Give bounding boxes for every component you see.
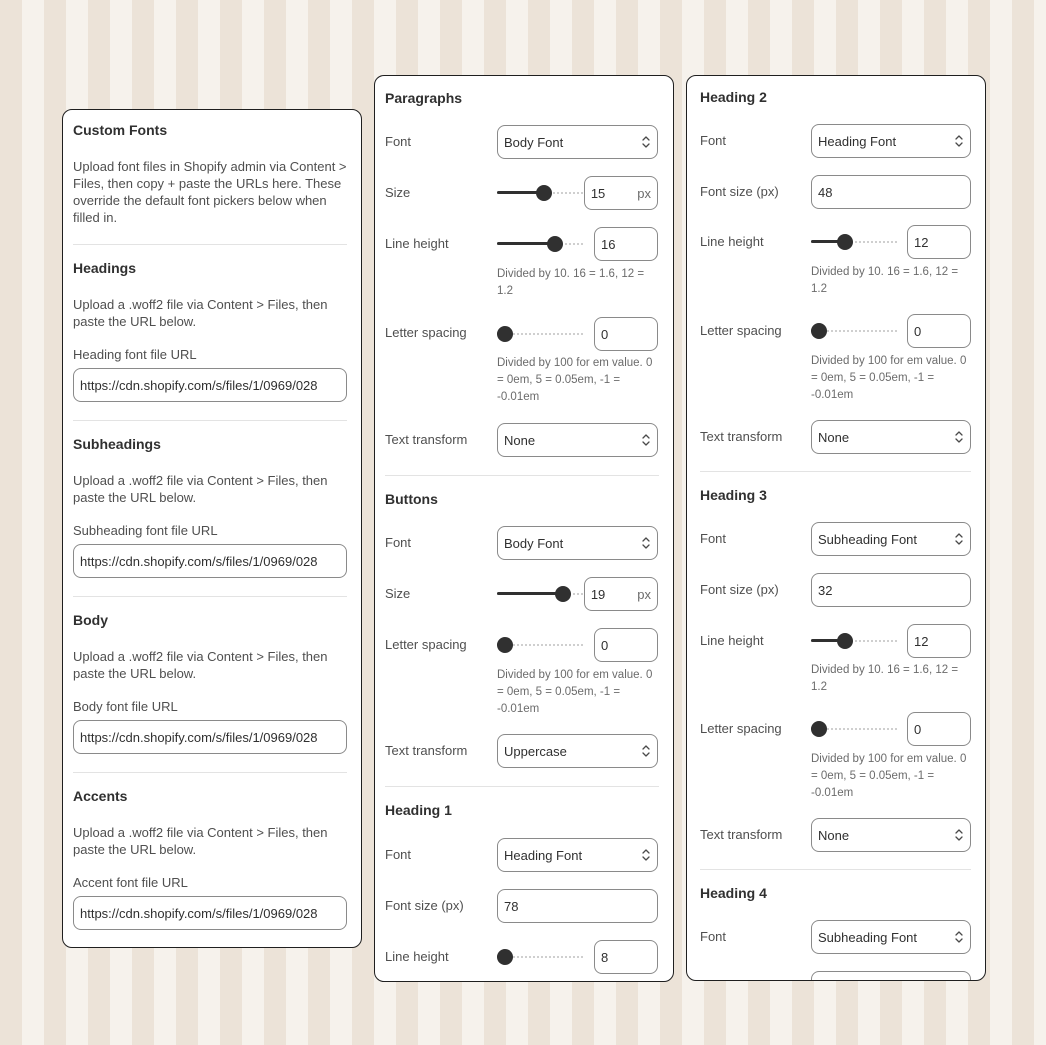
heading3-line-height-value: 12 — [914, 633, 929, 649]
heading3-letter-spacing-hint: Divided by 100 for em value. 0 = 0em, 5 = 0.05em, -1 = -0.01em — [811, 753, 967, 799]
heading3-line-height-slider[interactable] — [811, 633, 899, 649]
subheadings-title: Subheadings — [73, 436, 161, 452]
unit-label: px — [637, 185, 651, 201]
heading2-text-transform-select[interactable] — [811, 420, 971, 454]
heading3-font-label: Font — [700, 531, 727, 546]
buttons-title: Buttons — [385, 491, 438, 507]
heading2-text-transform-value: None — [818, 429, 850, 445]
buttons-font-label: Font — [385, 535, 412, 550]
headings-description: Upload a .woff2 file via Content > Files, then paste the URL below. — [73, 297, 328, 329]
buttons-size-input[interactable] — [584, 577, 658, 611]
paragraphs-line-height-control — [497, 227, 658, 261]
custom-fonts-panel — [62, 109, 362, 948]
accents-description: Upload a .woff2 file via Content > Files, then paste the URL below. — [73, 825, 328, 857]
paragraphs-line-height-hint: Divided by 10. 16 = 1.6, 12 = 1.2 — [497, 268, 645, 297]
heading2-letter-spacing-input[interactable] — [907, 314, 971, 348]
heading2-line-height-input[interactable] — [907, 225, 971, 259]
heading3-font-select[interactable] — [811, 522, 971, 556]
select-chevron-icon — [954, 133, 964, 149]
heading1-title: Heading 1 — [385, 802, 452, 818]
select-chevron-icon — [641, 535, 651, 551]
paragraphs-buttons-panel — [374, 75, 674, 982]
heading3-text-transform-label: Text transform — [700, 827, 783, 842]
heading3-letter-spacing-control — [811, 712, 971, 746]
divider — [700, 869, 971, 870]
heading2-line-height-label: Line height — [700, 234, 764, 249]
heading3-line-height-hint: Divided by 10. 16 = 1.6, 12 = 1.2 — [811, 664, 959, 693]
accent-font-url-label: Accent font file URL — [73, 875, 188, 890]
slider-handle[interactable] — [811, 721, 827, 737]
heading3-text-transform-value: None — [818, 827, 850, 843]
paragraphs-size-slider[interactable] — [497, 185, 584, 201]
heading2-font-size-input[interactable]: 48 — [811, 175, 971, 209]
buttons-text-transform-label: Text transform — [385, 743, 468, 758]
divider — [73, 596, 347, 597]
heading3-font-value: Subheading Font — [818, 531, 918, 547]
divider — [700, 471, 971, 472]
subheading-font-url-input[interactable]: https://cdn.shopify.com/s/files/1/0969/028 — [73, 544, 347, 578]
buttons-letter-spacing-hint: Divided by 100 for em value. 0 = 0em, 5 = 0.05em, -1 = -0.01em — [497, 669, 653, 715]
heading2-letter-spacing-label: Letter spacing — [700, 323, 782, 338]
buttons-size-value: 19 — [590, 586, 606, 602]
slider-handle[interactable] — [837, 633, 853, 649]
select-chevron-icon — [641, 432, 651, 448]
buttons-size-label: Size — [385, 586, 411, 601]
paragraphs-size-value: 15 — [590, 185, 606, 201]
buttons-letter-spacing-control — [497, 628, 658, 662]
heading1-line-height-input[interactable] — [594, 940, 658, 974]
divider — [385, 475, 659, 476]
buttons-font-select[interactable] — [497, 526, 658, 560]
heading2-line-height-hint: Divided by 10. 16 = 1.6, 12 = 1.2 — [811, 266, 959, 295]
paragraphs-letter-spacing-slider[interactable] — [497, 326, 585, 342]
heading2-line-height-value: 12 — [914, 234, 929, 250]
unit-label: px — [637, 586, 651, 602]
paragraphs-size-label: Size — [385, 185, 411, 200]
buttons-text-transform-value: Uppercase — [504, 743, 567, 759]
headings-panel — [686, 75, 986, 981]
heading4-font-label: Font — [700, 929, 727, 944]
heading2-font-select[interactable] — [811, 124, 971, 158]
paragraphs-font-label: Font — [385, 134, 412, 149]
body-description: Upload a .woff2 file via Content > Files, then paste the URL below. — [73, 649, 328, 681]
heading2-line-height-control — [811, 225, 971, 259]
accents-title: Accents — [73, 788, 128, 804]
paragraphs-line-height-value: 16 — [601, 236, 616, 252]
buttons-font-value: Body Font — [504, 535, 564, 551]
heading3-line-height-label: Line height — [700, 633, 764, 648]
heading-font-url-input[interactable]: https://cdn.shopify.com/s/files/1/0969/028 — [73, 368, 347, 402]
heading2-letter-spacing-control — [811, 314, 971, 348]
heading1-font-value: Heading Font — [504, 847, 583, 863]
paragraphs-text-transform-value: None — [504, 432, 536, 448]
heading1-line-height-value: 8 — [601, 949, 609, 965]
paragraphs-line-height-input[interactable] — [594, 227, 658, 261]
divider — [73, 244, 347, 245]
heading1-font-label: Font — [385, 847, 412, 862]
paragraphs-text-transform-select[interactable] — [497, 423, 658, 457]
heading3-title: Heading 3 — [700, 487, 767, 503]
headings-title: Headings — [73, 260, 137, 276]
heading3-letter-spacing-slider[interactable] — [811, 721, 899, 737]
heading2-title: Heading 2 — [700, 89, 767, 105]
subheadings-description: Upload a .woff2 file via Content > Files, then paste the URL below. — [73, 473, 328, 505]
heading3-letter-spacing-value: 0 — [914, 721, 922, 737]
paragraphs-size-input[interactable] — [584, 176, 658, 210]
heading1-font-size-label: Font size (px) — [385, 898, 464, 913]
paragraphs-text-transform-label: Text transform — [385, 432, 468, 447]
slider-handle[interactable] — [837, 234, 853, 250]
body-title: Body — [73, 612, 108, 628]
buttons-size-slider[interactable] — [497, 586, 584, 602]
divider — [73, 420, 347, 421]
buttons-letter-spacing-slider[interactable] — [497, 637, 585, 653]
paragraphs-letter-spacing-input[interactable] — [594, 317, 658, 351]
buttons-letter-spacing-label: Letter spacing — [385, 637, 467, 652]
heading3-line-height-input[interactable] — [907, 624, 971, 658]
heading1-line-height-label: Line height — [385, 949, 449, 964]
heading2-line-height-slider[interactable] — [811, 234, 899, 250]
heading3-font-size-label: Font size (px) — [700, 582, 779, 597]
custom-fonts-description: Upload font files in Shopify admin via Content > Files, then copy + paste the URLs here. These override the default font pickers below when filled in. — [73, 159, 347, 225]
heading3-line-height-control — [811, 624, 971, 658]
paragraphs-letter-spacing-control — [497, 317, 658, 351]
paragraphs-line-height-label: Line height — [385, 236, 449, 251]
heading3-letter-spacing-label: Letter spacing — [700, 721, 782, 736]
body-font-url-input[interactable]: https://cdn.shopify.com/s/files/1/0969/028 — [73, 720, 347, 754]
paragraphs-size-control — [497, 176, 658, 210]
select-chevron-icon — [641, 847, 651, 863]
subheading-font-url-label: Subheading font file URL — [73, 523, 218, 538]
buttons-letter-spacing-input[interactable] — [594, 628, 658, 662]
heading4-font-select[interactable] — [811, 920, 971, 954]
paragraphs-letter-spacing-hint: Divided by 100 for em value. 0 = 0em, 5 = 0.05em, -1 = -0.01em — [497, 357, 653, 403]
divider — [385, 786, 659, 787]
select-chevron-icon — [954, 429, 964, 445]
divider — [73, 772, 347, 773]
buttons-text-transform-select[interactable] — [497, 734, 658, 768]
heading2-font-size-label: Font size (px) — [700, 184, 779, 199]
slider-handle[interactable] — [536, 185, 552, 201]
select-chevron-icon — [954, 929, 964, 945]
select-chevron-icon — [641, 743, 651, 759]
body-font-url-label: Body font file URL — [73, 699, 178, 714]
heading2-letter-spacing-hint: Divided by 100 for em value. 0 = 0em, 5 = 0.05em, -1 = -0.01em — [811, 355, 967, 401]
paragraphs-letter-spacing-value: 0 — [601, 326, 609, 342]
buttons-letter-spacing-value: 0 — [601, 637, 609, 653]
paragraphs-font-value: Body Font — [504, 134, 564, 150]
paragraphs-line-height-slider[interactable] — [497, 236, 585, 252]
paragraphs-font-select[interactable] — [497, 125, 658, 159]
select-chevron-icon — [954, 531, 964, 547]
heading2-font-value: Heading Font — [818, 133, 897, 149]
paragraphs-letter-spacing-label: Letter spacing — [385, 325, 467, 340]
custom-fonts-title: Custom Fonts — [73, 122, 168, 138]
heading4-font-value: Subheading Font — [818, 929, 918, 945]
heading1-line-height-control — [497, 940, 658, 974]
slider-handle[interactable] — [811, 323, 827, 339]
heading3-font-size-input[interactable]: 32 — [811, 573, 971, 607]
heading3-letter-spacing-input[interactable] — [907, 712, 971, 746]
heading1-font-select[interactable] — [497, 838, 658, 872]
heading2-text-transform-label: Text transform — [700, 429, 783, 444]
slider-handle[interactable] — [555, 586, 571, 602]
paragraphs-title: Paragraphs — [385, 90, 463, 106]
heading3-text-transform-select[interactable] — [811, 818, 971, 852]
buttons-size-control — [497, 577, 658, 611]
slider-handle[interactable] — [497, 637, 513, 653]
slider-handle[interactable] — [497, 326, 513, 342]
slider-handle[interactable] — [497, 949, 513, 965]
heading-font-url-label: Heading font file URL — [73, 347, 197, 362]
heading1-line-height-slider[interactable] — [497, 949, 585, 965]
heading1-font-size-input[interactable]: 78 — [497, 889, 658, 923]
heading4-title: Heading 4 — [700, 885, 767, 901]
heading2-letter-spacing-value: 0 — [914, 323, 922, 339]
accent-font-url-input[interactable]: https://cdn.shopify.com/s/files/1/0969/028 — [73, 896, 347, 930]
heading2-letter-spacing-slider[interactable] — [811, 323, 899, 339]
heading4-font-size-input[interactable] — [811, 971, 971, 981]
heading2-font-label: Font — [700, 133, 727, 148]
select-chevron-icon — [641, 134, 651, 150]
select-chevron-icon — [954, 827, 964, 843]
slider-handle[interactable] — [547, 236, 563, 252]
